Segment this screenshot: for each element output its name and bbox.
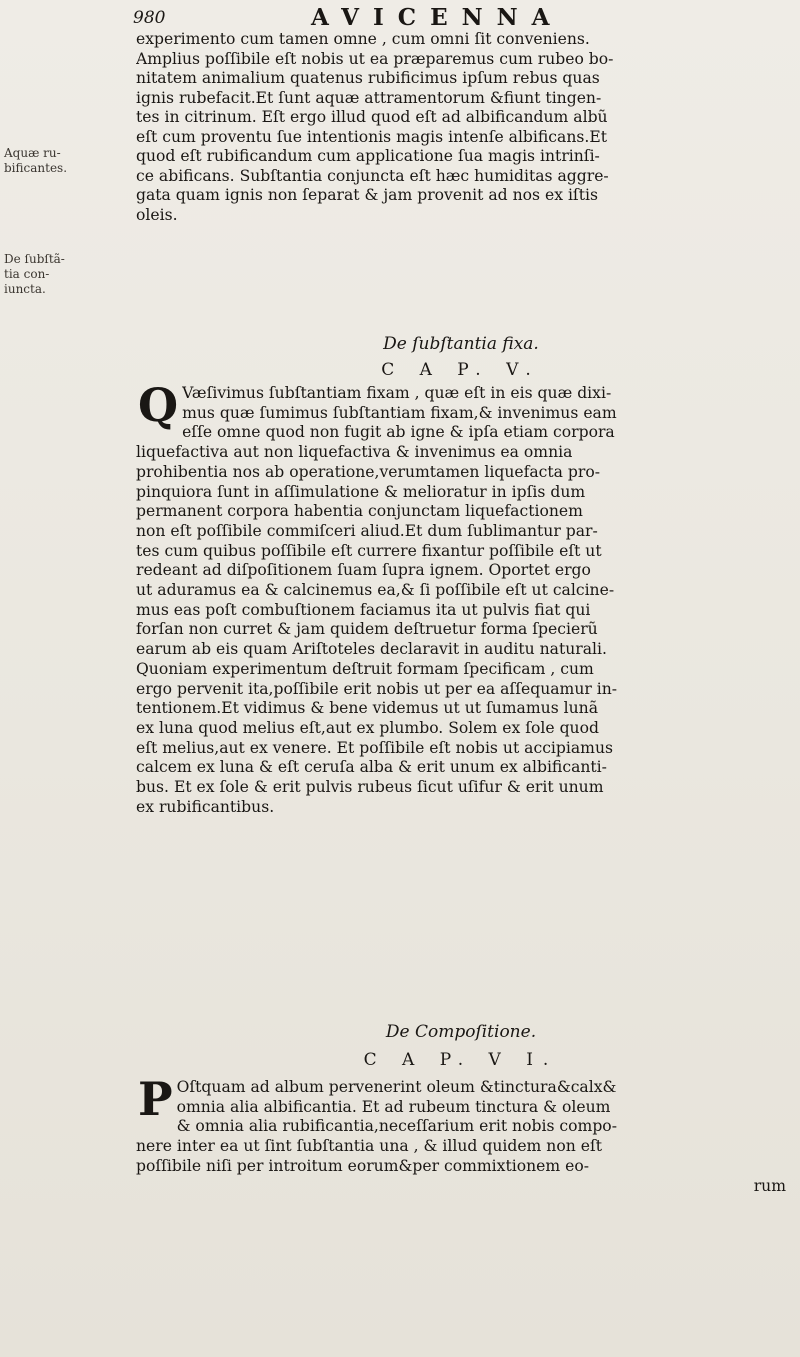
text-line: permanent corpora habentia conjunctam liquefactionem bbox=[136, 502, 583, 521]
text-line: Væſivimus ſubſtantiam fixam , quæ eſt in eis quæ dixi- bbox=[182, 384, 612, 402]
top-paragraph bbox=[136, 30, 786, 225]
text-line: tes in citrinum. Eſt ergo illud quod eſt ad albificandum albũ bbox=[136, 108, 608, 126]
text-line: bus. Et ex ſole & erit pulvis rubeus ſicut uſifur & erit unum bbox=[136, 778, 604, 797]
margin-note-line: iuncta. bbox=[4, 282, 46, 296]
text-line: Quoniam experimentum deſtruit formam ſpecificam , cum bbox=[136, 659, 594, 678]
text-line: ce abificans. Subſtantia conjuncta eſt hæc humiditas aggre- bbox=[136, 166, 609, 185]
text-line: nere inter ea ut ſint ſubſtantia una , & illud quidem non eſt bbox=[136, 1137, 603, 1156]
text-line: omnia alia albificantia. Et ad rubeum tinctura & oleum bbox=[176, 1097, 611, 1116]
running-title: AVICENNA bbox=[311, 4, 564, 31]
margin-note-line: tia con- bbox=[4, 267, 50, 281]
text-line: nitatem animalium quatenus rubificimus ipſum rebus quas bbox=[136, 69, 600, 87]
text-line: experimento cum tamen omne , cum omni ſit conveniens. bbox=[136, 30, 590, 48]
text-line: ex rubificantibus. bbox=[136, 797, 275, 816]
margin-note-line: bificantes. bbox=[4, 161, 68, 175]
text-line: mus eas poſt combuſtionem faciamus ita ut pulvis fiat qui bbox=[136, 600, 591, 619]
text-line: tes cum quibus poſſibile eſt currere fixantur poſſibile eſt ut bbox=[136, 541, 602, 560]
text-line: earum ab eis quam Ariſtoteles declaravit in auditu naturali. bbox=[136, 640, 607, 659]
margin-note-line: Aquæ ru- bbox=[4, 146, 61, 160]
text-line: redeant ad diſpoſitionem ſuam ſupra ignem. Oportet ergo bbox=[136, 561, 591, 580]
drop-cap-initial: Q bbox=[138, 378, 179, 432]
text-line: eſſe omne quod non fugit ab igne & ipſa etiam corpora bbox=[182, 423, 615, 442]
text-line: Amplius poſſibile eſt nobis ut ea præparemus cum rubeo bo- bbox=[136, 49, 614, 68]
text-line: forſan non curret & jam quidem deſtruetur forma ſpecierũ bbox=[136, 620, 598, 639]
text-line: ignis rubefacit.Et ſunt aquæ attramentorum &fiunt tingen- bbox=[136, 88, 602, 107]
text-line: oleis. bbox=[136, 205, 178, 224]
text-line: calcem ex luna & eſt ceruſa alba & erit unum ex albificanti- bbox=[136, 758, 607, 777]
text-line: tentionem.Et vidimus & bene videmus ut ut ſumamus lunã bbox=[136, 699, 599, 718]
section1-body bbox=[136, 378, 786, 817]
text-line: Oſtquam ad album pervenerint oleum &tinctura&calx& bbox=[176, 1078, 617, 1096]
margin-note-aquae bbox=[4, 146, 68, 176]
margin-note-substantia bbox=[4, 252, 68, 297]
chapter-label-5: C A P. V. bbox=[381, 360, 541, 380]
section2-body bbox=[136, 1072, 786, 1196]
text-line: ut aduramus ea & calcinemus ea,& ſi poſſibile eſt ut calcine- bbox=[136, 581, 615, 600]
text-line: ex luna quod melius eſt,aut ex plumbo. Solem ex ſole quod bbox=[136, 718, 599, 737]
text-line: eſt melius,aut ex venere. Et poſſibile eſt nobis ut accipiamus bbox=[136, 738, 614, 757]
text-line: eſt cum proventu ſue intentionis magis intenſe albificans.Et bbox=[136, 127, 607, 146]
page-number: 980 bbox=[133, 8, 166, 28]
section-title-compositione: De Compoſitione. bbox=[385, 1022, 537, 1042]
text-line: non eſt poſſibile commiſceri aliud.Et dum ſublimantur par- bbox=[136, 521, 598, 540]
text-line: pinquiora ſunt in aſſimulatione & melioratur in ipſis dum bbox=[136, 482, 586, 501]
text-line: & omnia alia rubificantia,neceſſarium erit nobis compo- bbox=[176, 1117, 617, 1136]
drop-cap-initial: P bbox=[138, 1072, 173, 1126]
section-title-substantia-fixa: De ſubſtantia fixa. bbox=[383, 334, 539, 354]
page-header bbox=[133, 4, 783, 31]
text-line: rum bbox=[753, 1176, 786, 1195]
text-line: prohibentia nos ab operatione,verumtamen liquefacta pro- bbox=[136, 462, 601, 481]
margin-note-line: De ſubſtã- bbox=[4, 252, 65, 266]
text-line: poſſibile niſi per introitum eorum&per commixtionem eo- bbox=[136, 1156, 590, 1175]
text-line: quod eſt rubificandum cum applicatione ſua magis intrinſi- bbox=[136, 147, 600, 165]
text-line: liquefactiva aut non liquefactiva & invenimus ea omnia bbox=[136, 443, 573, 462]
text-line: ergo pervenit ita,poſſibile erit nobis ut per ea aſſequamur in- bbox=[136, 679, 618, 698]
chapter-label-6: C A P. V I. bbox=[363, 1050, 559, 1070]
text-line: gata quam ignis non ſeparat & jam provenit ad nos ex iſtis bbox=[136, 186, 598, 204]
text-line: mus quæ ſumimus ſubſtantiam fixam,& invenimus eam bbox=[182, 403, 617, 422]
